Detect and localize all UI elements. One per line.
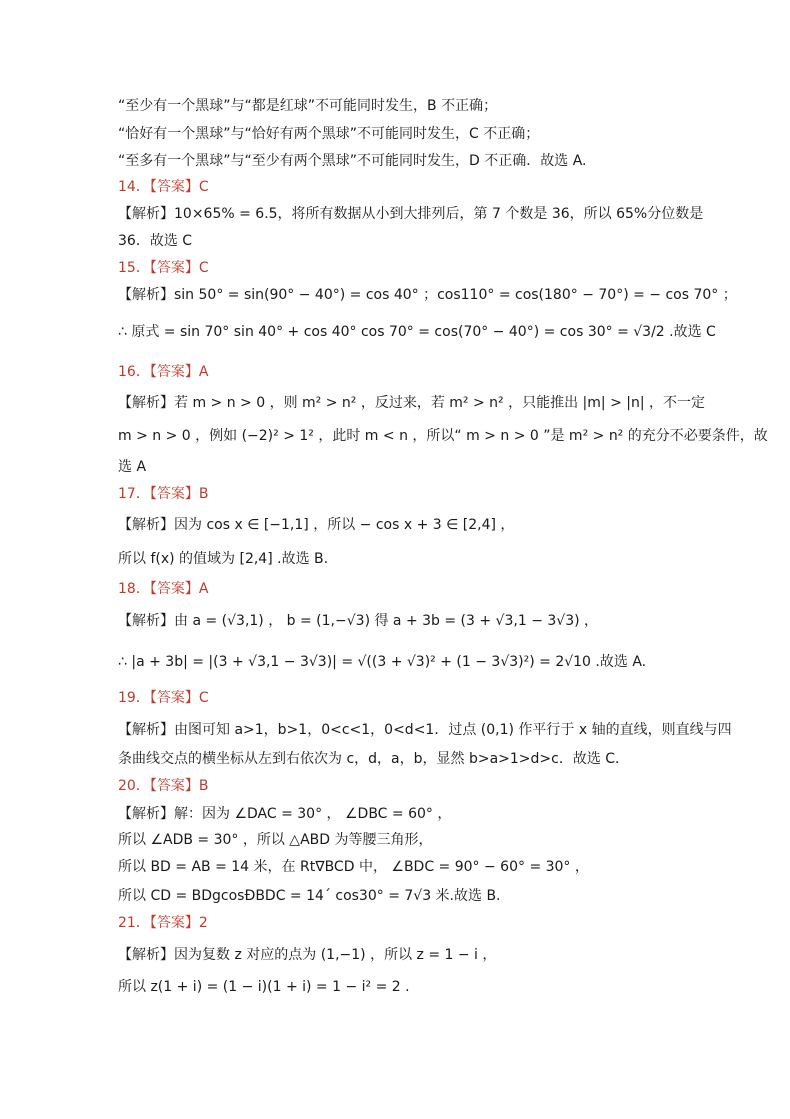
answer-heading-18: 18．【答案】A (118, 581, 209, 597)
answer-heading-15: 15．【答案】C (118, 260, 209, 276)
answer-heading-20: 20．【答案】B (118, 778, 209, 794)
text-line: 所以 z(1 + i) = (1 − i)(1 + i) = 1 − i² = 2 . (118, 979, 410, 995)
text-line: 【解析】由 a = (√3,1) ， b = (1,−√3) 得 a + 3b = (3 + √3,1 − 3√3) ， (118, 613, 599, 629)
text-line: “至多有一个黑球”与“至少有两个黑球”不可能同时发生，D 不正确．故选 A. (118, 153, 587, 169)
text-line: ∴ 原式 = sin 70° sin 40° + cos 40° cos 70° = cos(70° − 40°) = cos 30° = √3/2 .故选 C (118, 324, 716, 340)
answer-heading-16: 16．【答案】A (118, 364, 209, 380)
text-line: 【解析】若 m > n > 0 ，则 m² > n² ，反过来，若 m² > n² ，只能推出 |m| > |n| ，不一定 (118, 395, 706, 411)
text-line: 【解析】因为 cos x ∈ [−1,1] ，所以 − cos x + 3 ∈ [2,4] ， (118, 517, 515, 533)
text-line: 所以 BD = AB = 14 米，在 Rt∇BCD 中， ∠BDC = 90° − 60° = 30° ， (118, 859, 589, 875)
answer-heading-21: 21．【答案】2 (118, 915, 208, 931)
answer-heading-14: 14．【答案】C (118, 179, 209, 195)
text-line: 【解析】因为复数 z 对应的点为 (1,−1) ，所以 z = 1 − i ， (118, 947, 497, 963)
text-line: 条曲线交点的横坐标从左到右依次为 c，d，a，b，显然 b>a>1>d>c．故选 C． (118, 751, 630, 767)
text-line: “至少有一个黑球”与“都是红球”不可能同时发生，B 不正确； (118, 98, 498, 114)
text-line: 【解析】sin 50° = sin(90° − 40°) = cos 40° ；cos110° = cos(180° − 70°) = − cos 70° ； (118, 287, 737, 303)
text-line: 【解析】由图可知 a>1，b>1，0<c<1，0<d<1．过点 (0,1) 作平行于 x 轴的直线，则直线与四 (118, 722, 732, 738)
text-line: 【解析】解：因为 ∠DAC = 30° ， ∠DBC = 60° ， (118, 806, 452, 822)
text-line: 选 A (118, 459, 147, 475)
text-line: 所以 CD = BDgcosÐBDC = 14´ cos30° = 7√3 米.故选 B. (118, 888, 501, 904)
text-line: m > n > 0 ，例如 (−2)² > 1² ，此时 m < n ，所以“ m > n > 0 ”是 m² > n² 的充分不必要条件，故 (118, 428, 768, 444)
answer-heading-17: 17．【答案】B (118, 486, 209, 502)
text-line: ∴ |a + 3b| = |(3 + √3,1 − 3√3)| = √((3 + √3)² + (1 − 3√3)²) = 2√10 .故选 A. (118, 654, 647, 670)
text-line: 所以 ∠ADB = 30° ，所以 △ABD 为等腰三角形， (118, 832, 433, 848)
text-line: 【解析】10×65% = 6.5，将所有数据从小到大排列后，第 7 个数是 36，所以 65%分位数是 (118, 206, 704, 222)
text-line: 所以 f(x) 的值域为 [2,4] .故选 B. (118, 551, 329, 567)
text-line: 36．故选 C (118, 233, 193, 249)
answer-heading-19: 19．【答案】C (118, 690, 209, 706)
text-line: “恰好有一个黑球”与“恰好有两个黑球”不可能同时发生，C 不正确； (118, 126, 540, 142)
